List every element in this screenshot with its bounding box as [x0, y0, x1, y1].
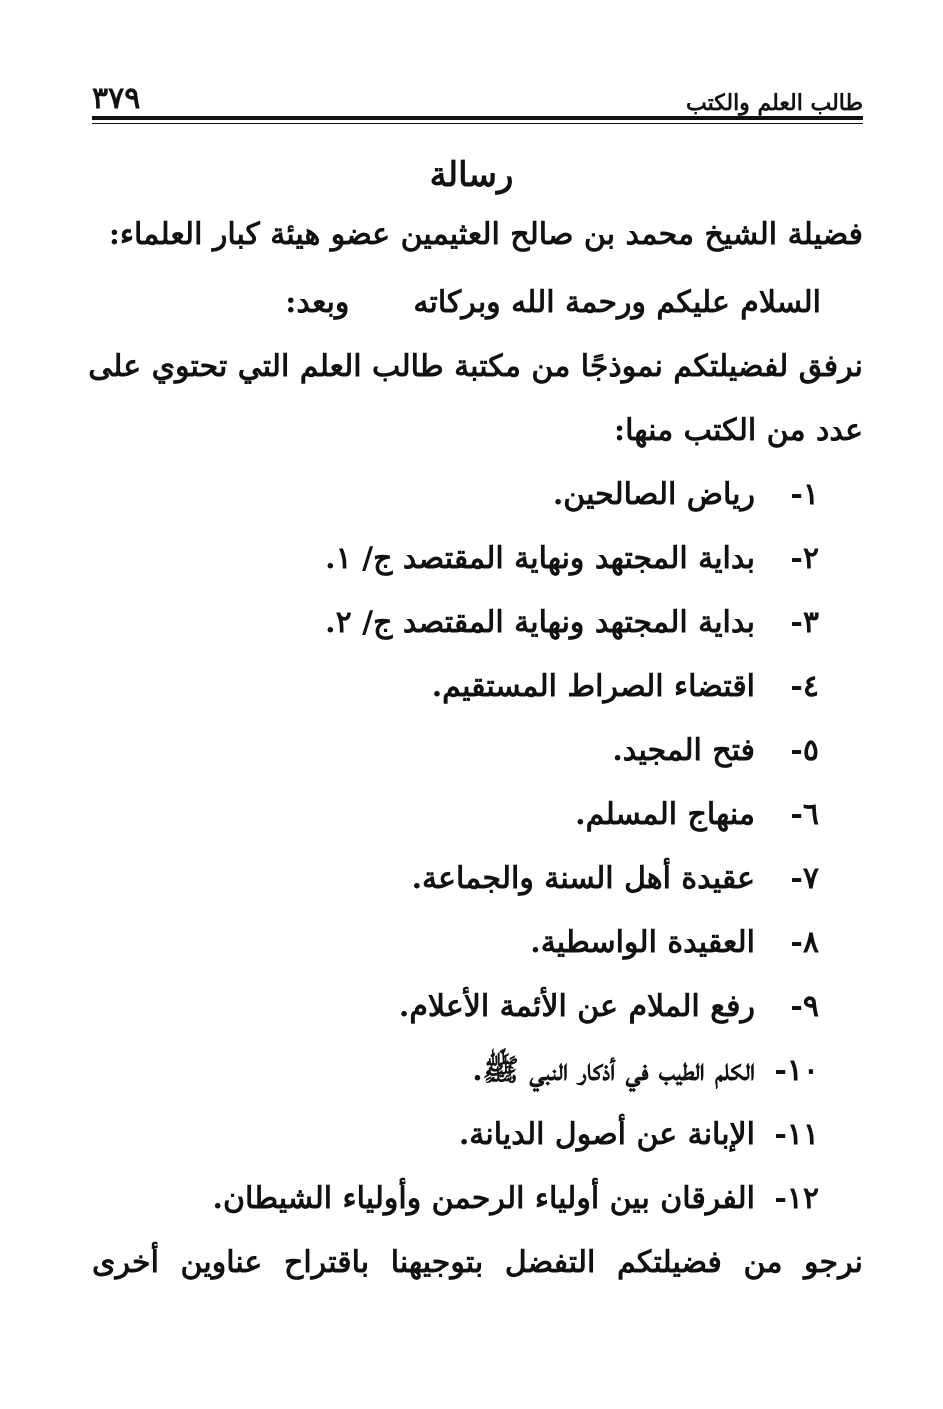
list-item-title: رفع الملام عن الأئمة الأعلام. — [398, 989, 755, 1024]
list-item-title: فتح المجيد. — [612, 733, 755, 768]
greeting-line — [285, 286, 821, 319]
list-item-title: الفرقان بين أولياء الرحمن وأولياء الشيطان. — [212, 1181, 755, 1216]
list-item-number: ١٢- — [774, 1181, 819, 1216]
list-item-title: الإبانة عن أصول الديانة. — [458, 1117, 755, 1152]
list-item — [612, 734, 819, 767]
list-item-number: ٩- — [790, 989, 819, 1024]
list-item-title: عقيدة أهل السنة والجماعة. — [411, 861, 755, 896]
closing-line: نرجو من فضيلتكم التفضل بتوجيهنا باقتراح عناوين أخرى — [92, 1245, 863, 1280]
running-title: طالب العلم والكتب — [685, 90, 863, 116]
list-item — [325, 542, 819, 575]
list-item-number: ٨- — [790, 925, 819, 960]
list-item — [399, 990, 819, 1023]
intro-line-2: عدد من الكتب منها: — [614, 413, 863, 448]
list-item-number: ٢- — [790, 541, 819, 576]
list-item-title: بداية المجتهد ونهاية المقتصد ج/ ١. — [325, 541, 755, 576]
list-item — [432, 670, 819, 703]
list-item-title: اقتضاء الصراط المستقيم. — [431, 669, 755, 704]
list-item — [412, 862, 819, 895]
list-item — [530, 926, 819, 959]
addressee-line: فضيلة الشيخ محمد بن صالح العثيمين عضو هيئة كبار العلماء: — [108, 217, 863, 252]
list-item — [472, 1054, 819, 1087]
header-rule-thick — [92, 116, 863, 120]
header-rule-thin — [92, 123, 863, 124]
list-item-title: الكلم الطيب في أذكار النبي ﷺ. — [472, 1053, 755, 1088]
list-item — [325, 606, 819, 639]
list-item-number: ٤- — [790, 669, 819, 704]
list-item — [459, 1118, 819, 1151]
list-item-title: العقيدة الواسطية. — [530, 925, 755, 960]
list-item-number: ٣- — [790, 605, 819, 640]
list-item-title: منهاج المسلم. — [575, 797, 755, 832]
list-item-number: ١- — [790, 477, 819, 512]
list-item-title: رياض الصالحين. — [552, 477, 755, 512]
intro-line-1: نرفق لفضيلتكم نموذجًا من مكتبة طالب العلم التي تحتوي على — [88, 349, 863, 384]
greeting-end: وبعد: — [285, 285, 350, 320]
letter-title: رسالة — [429, 155, 514, 195]
list-item — [575, 798, 819, 831]
list-item-number: ٧- — [790, 861, 819, 896]
list-item-number: ٦- — [790, 797, 819, 832]
list-item-title: بداية المجتهد ونهاية المقتصد ج/ ٢. — [325, 605, 755, 640]
list-item — [553, 478, 819, 511]
page-number: ٣٧٩ — [92, 81, 141, 116]
list-item-number: ١٠- — [774, 1053, 819, 1088]
list-item-number: ١١- — [774, 1117, 819, 1152]
list-item-number: ٥- — [790, 733, 819, 768]
greeting-main: السلام عليكم ورحمة الله وبركاته — [413, 285, 821, 320]
page-header — [92, 78, 863, 114]
list-item — [213, 1182, 819, 1215]
